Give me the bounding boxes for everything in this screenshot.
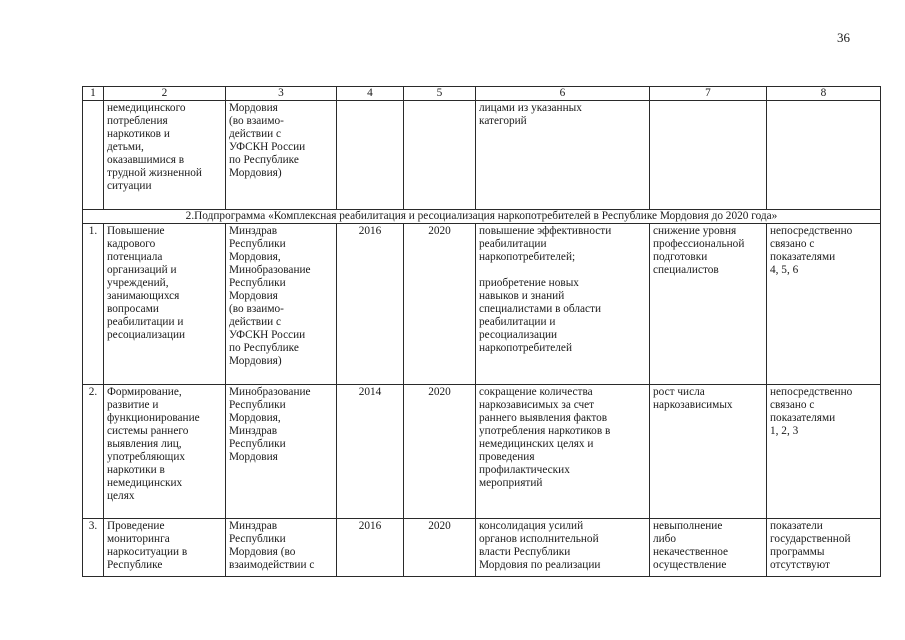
cell-name: немедицинского потребления наркотиков и детьми, оказавшимися в трудной жизненной ситуации <box>104 101 226 210</box>
header-col-4: 4 <box>337 87 404 101</box>
table-row <box>83 519 881 577</box>
header-col-2: 2 <box>104 87 226 101</box>
cell-start <box>337 101 404 210</box>
measure-executor: Минобразование Республики Мордовия, Минздрав Республики Мордовия <box>226 385 337 519</box>
table-row <box>83 385 881 519</box>
row-number: 1. <box>83 224 104 385</box>
start-year: 2016 <box>337 224 404 385</box>
indicator-link: показатели государственной программы отсутствуют <box>767 519 881 577</box>
measure-name: Повышение кадрового потенциала организаций и учреждений, занимающихся вопросами реабилитации и ресоциализации <box>104 224 226 385</box>
end-year: 2020 <box>404 519 476 577</box>
header-col-7: 7 <box>650 87 767 101</box>
measures-table <box>82 86 881 577</box>
consequence: невыполнение либо некачественное осуществление <box>650 519 767 577</box>
end-year: 2020 <box>404 224 476 385</box>
page-number: 36 <box>837 30 850 45</box>
expected-result: консолидация усилий органов исполнительной власти Республики Мордовия по реализации <box>476 519 650 577</box>
indicator-link: непосредственно связано с показателями 1, 2, 3 <box>767 385 881 519</box>
consequence: снижение уровня профессиональной подготовки специалистов <box>650 224 767 385</box>
header-col-1: 1 <box>83 87 104 101</box>
continuation-row <box>83 101 881 210</box>
expected-result-part-1: повышение эффективности реабилитации наркопотребителей; <box>479 225 612 263</box>
start-year: 2014 <box>337 385 404 519</box>
header-col-3: 3 <box>226 87 337 101</box>
start-year: 2016 <box>337 519 404 577</box>
cell-link <box>767 101 881 210</box>
end-year: 2020 <box>404 385 476 519</box>
measure-name: Формирование, развитие и функционирование системы раннего выявления лиц, употребляющих наркотики в немедицинских целях <box>104 385 226 519</box>
row-number: 2. <box>83 385 104 519</box>
consequence: рост числа наркозависимых <box>650 385 767 519</box>
cell-num <box>83 101 104 210</box>
measure-executor: Минздрав Республики Мордовия, Минобразование Республики Мордовия (во взаимо- действии с УФСКН России по Республике Мордовия) <box>226 224 337 385</box>
expected-result <box>476 224 650 385</box>
indicator-link: непосредственно связано с показателями 4, 5, 6 <box>767 224 881 385</box>
row-number: 3. <box>83 519 104 577</box>
table-header-row <box>83 87 881 101</box>
cell-executor: Мордовия (во взаимо- действии с УФСКН России по Республике Мордовия) <box>226 101 337 210</box>
header-col-6: 6 <box>476 87 650 101</box>
cell-result: лицами из указанных категорий <box>476 101 650 210</box>
header-col-8: 8 <box>767 87 881 101</box>
measure-name: Проведение мониторинга наркоситуации в Республике <box>104 519 226 577</box>
cell-consequence <box>650 101 767 210</box>
expected-result-part-2: приобретение новых навыков и знаний специалистами в области реабилитации и ресоциализации наркопотребителей <box>479 277 602 354</box>
expected-result: сокращение количества наркозависимых за счет раннего выявления фактов употребления наркотиков в немедицинских целях и проведения профилактических мероприятий <box>476 385 650 519</box>
cell-end <box>404 101 476 210</box>
header-col-5: 5 <box>404 87 476 101</box>
subprogram-title: 2.Подпрограмма «Комплексная реабилитация и ресоциализация наркопотребителей в Республике Мордовия до 2020 года» <box>83 210 881 224</box>
table-row <box>83 224 881 385</box>
subprogram-row <box>83 210 881 224</box>
measure-executor: Минздрав Республики Мордовия (во взаимодействии с <box>226 519 337 577</box>
